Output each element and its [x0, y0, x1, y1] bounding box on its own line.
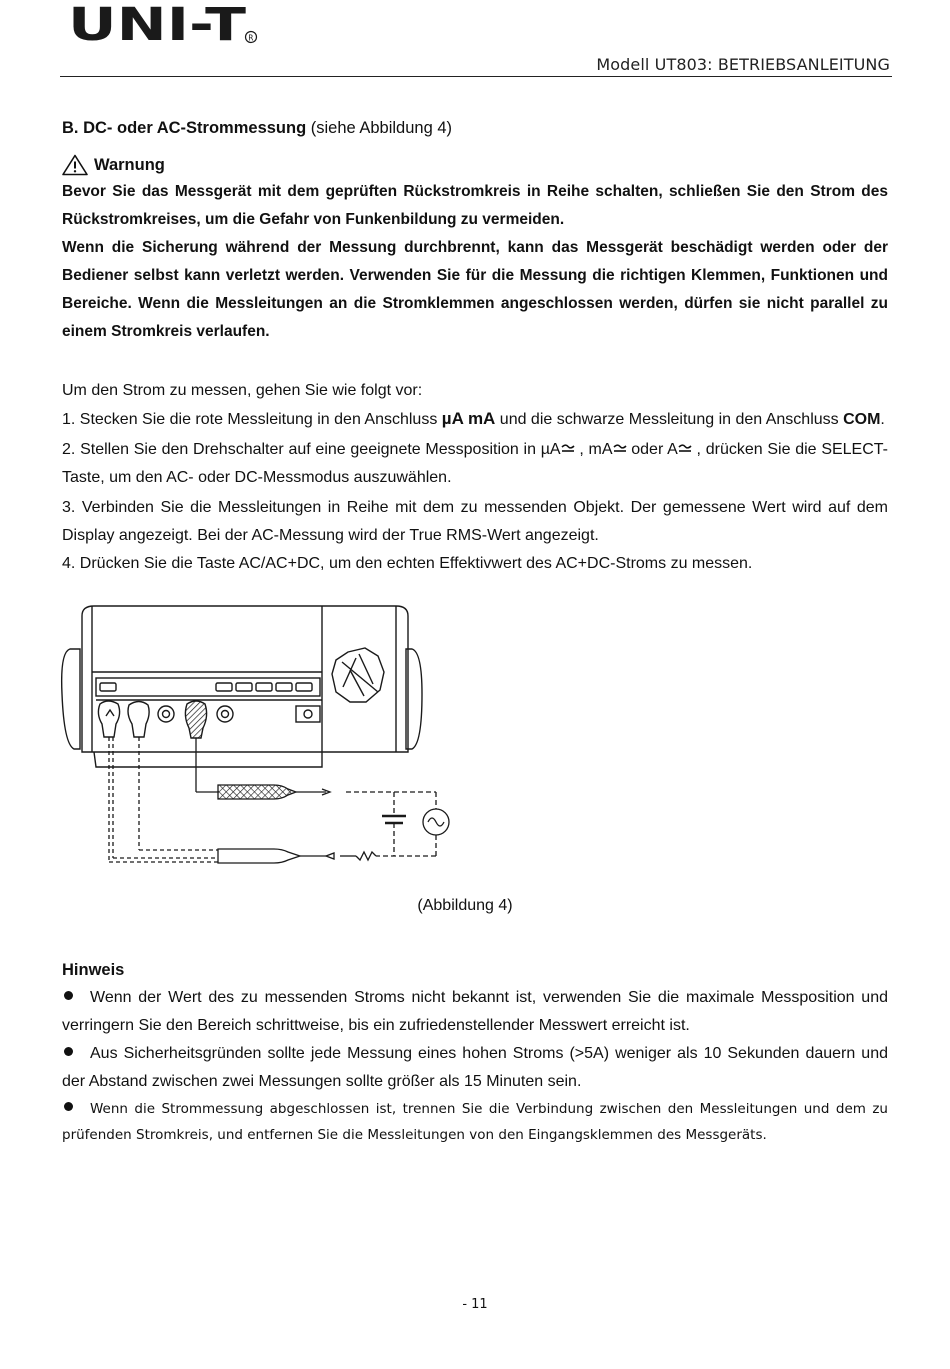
- step-1: [62, 405, 888, 434]
- ac-dc-symbol-icon: [561, 443, 575, 453]
- warning-title: Warnung: [94, 156, 165, 174]
- header-divider: [60, 76, 892, 77]
- svg-text:R: R: [248, 33, 254, 43]
- note-item: [62, 1096, 888, 1148]
- step-2: [62, 436, 888, 492]
- warning-block: [62, 152, 888, 346]
- logo-text: UNI-T: [68, 2, 247, 46]
- note-item: [62, 984, 888, 1040]
- notes-list: [62, 984, 888, 1148]
- step-1-terminal-ua-ma: µA mA: [441, 409, 496, 428]
- warning-triangle-icon: [62, 154, 88, 176]
- note-item: [62, 1040, 888, 1096]
- warning-paragraph-2: Wenn die Sicherung während der Messung durchbrennt, kann das Messgerät beschädigt werden oder der Bediener selbst kann verletzt werden. Verwenden Sie für die Messung die richtigen Klemmen, Funktionen und Bereiche. Wenn die Messleitungen an die Stromklemmen angeschlossen werden, dürfen sie nicht parallel zu einem Stromkreis verlaufen.: [62, 239, 888, 340]
- steps-intro: Um den Strom zu messen, gehen Sie wie folgt vor:: [62, 382, 423, 399]
- step-1-text-e: .: [880, 411, 885, 428]
- step-1-text-c: und die schwarze Messleitung in den Anschluss: [495, 411, 844, 428]
- step-1-text-a: 1. Stecken Sie die rote Messleitung in den Anschluss: [62, 411, 442, 428]
- document-header-title: Modell UT803: BETRIEBSANLEITUNG: [596, 55, 890, 74]
- ac-dc-symbol-icon: [613, 443, 627, 453]
- step-2-text-c: oder A: [626, 441, 678, 458]
- warning-paragraph-1: Bevor Sie das Messgerät mit dem geprüften Rückstromkreis in Reihe schalten, schließen Sie den Strom des Rückstromkreises, um die Gefahr von Funkenbildung zu vermeiden.: [62, 183, 888, 228]
- step-1-terminal-com: COM: [843, 411, 881, 428]
- uni-t-logo: [68, 2, 258, 46]
- section-heading: [62, 114, 888, 142]
- note-text: Wenn der Wert des zu messenden Stroms nicht bekannt ist, verwenden Sie die maximale Messposition und verringern Sie den Bereich schrittweise, bis ein zufriedenstellender Messwert erreicht ist.: [62, 989, 888, 1034]
- measurement-steps: [62, 377, 888, 578]
- warning-title-row: [62, 152, 888, 178]
- step-3: 3. Verbinden Sie die Messleitungen in Reihe mit dem zu messenden Objekt. Der gemessene Wert wird auf dem Display angezeigt. Bei der AC-Messung wird der True RMS-Wert angezeigt.: [62, 499, 888, 544]
- step-2-text-b: , mA: [574, 441, 613, 458]
- section-heading-rest: (siehe Abbildung 4): [306, 119, 453, 137]
- note-text: Aus Sicherheitsgründen sollte jede Messung eines hohen Stroms (>5A) weniger als 10 Sekunden dauern und der Abstand zwischen zwei Messungen sollte größer als 15 Minuten sein.: [62, 1045, 888, 1090]
- note-text: Wenn die Strommessung abgeschlossen ist, trennen Sie die Verbindung zwischen den Messleitungen und dem zu prüfenden Stromkreis, und entfernen Sie die Messleitungen von den Eingangsklemmen des Messgeräts.: [62, 1101, 888, 1143]
- bullet-icon: [64, 1102, 73, 1111]
- note-heading: Hinweis: [62, 961, 125, 979]
- section-heading-bold: B. DC- oder AC-Strommessung: [62, 119, 307, 137]
- bullet-icon: [64, 991, 73, 1000]
- bullet-icon: [64, 1047, 73, 1056]
- page-number: - 11: [462, 1297, 488, 1312]
- step-2-text-d: , drücken Sie die SELECT-Taste, um den AC- oder DC-Messmodus auszuwählen.: [62, 441, 889, 486]
- figure-4-current-measurement-diagram: [60, 604, 480, 874]
- ac-dc-symbol-icon: [678, 443, 692, 453]
- step-4: 4. Drücken Sie die Taste AC/AC+DC, um den echten Effektivwert des AC+DC-Stroms zu messen.: [62, 555, 753, 572]
- figure-caption: (Abbildung 4): [417, 897, 513, 914]
- step-2-text-a: 2. Stellen Sie den Drehschalter auf eine geeignete Messposition in µA: [62, 441, 561, 458]
